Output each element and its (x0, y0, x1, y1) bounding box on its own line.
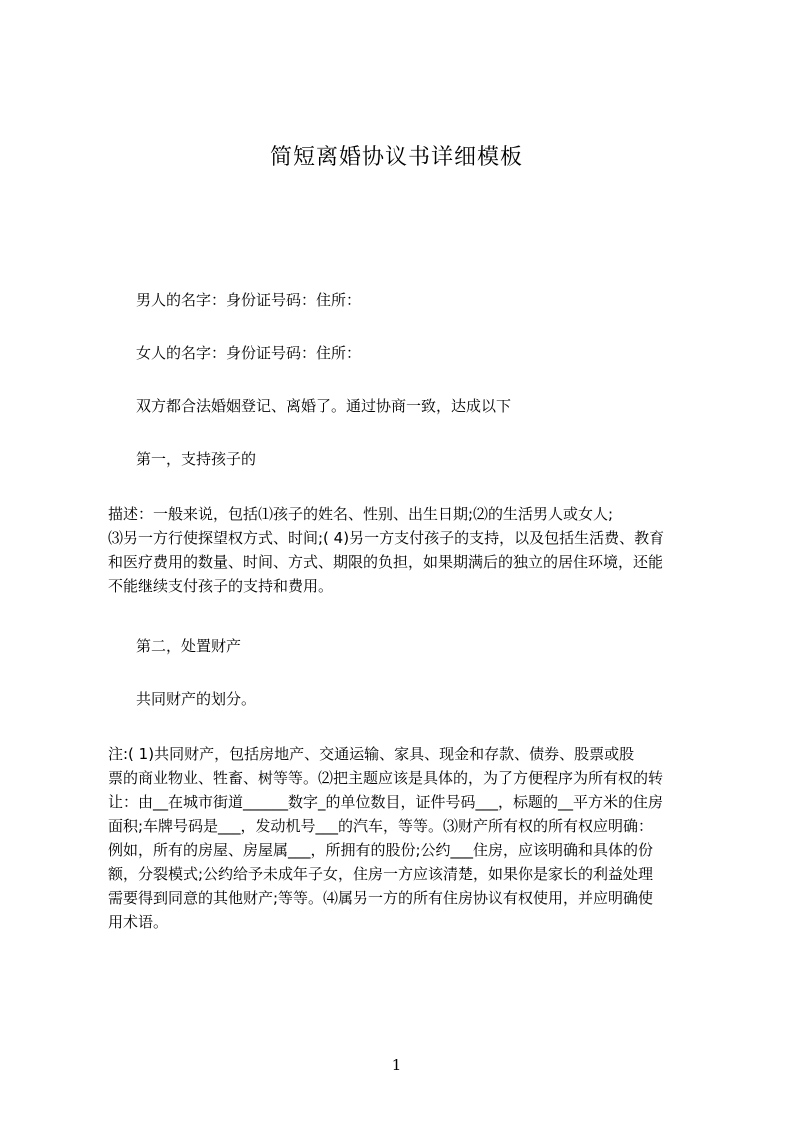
section1-body-line: 和医疗费用的数量、时间、方式、期限的负担，如果期满后的独立的居住环境，还能 (108, 553, 664, 571)
section2-body-line: 例如，所有的房屋、房屋属___，所拥有的股份;公约___住房，应该明确和具体的份 (108, 841, 654, 859)
section2-body-line: 票的商业物业、牲畜、树等等。⑵把主题应该是具体的，为了方便程序为所有权的转 (108, 769, 664, 787)
section2-subheading: 共同财产的划分。 (136, 690, 257, 708)
agreement-intro-paragraph: 双方都合法婚姻登记、离婚了。通过协商一致，达成以下 (136, 397, 512, 415)
document-title: 简短离婚协议书详细模板 (269, 145, 523, 170)
section2-body-line: 注:( 1)共同财产，包括房地产、交通运输、家具、现金和存款、债券、股票或股 (108, 745, 635, 763)
section2-body-line: 需要得到同意的其他财产;等等。⑷属另一方的所有住房协议有权使用，并应明确使 (108, 889, 654, 907)
section2-heading: 第二，处置财产 (136, 637, 242, 655)
section1-body-line: 描述：一般来说，包括⑴孩子的姓名、性别、出生日期;⑵的生活男人或女人; (108, 505, 614, 523)
section1-body-line: ⑶另一方行使探望权方式、时间;( 4)另一方支付孩子的支持，以及包括生活费、教育 (108, 529, 665, 547)
section1-body (108, 502, 698, 598)
section2-body-line: 让：由__在城市街道______数字_的单位数目，证件号码___，标题的__平方米的住房 (108, 793, 664, 811)
section1-body-line: 不能继续支付孩子的支持和费用。 (108, 577, 334, 595)
section1-heading: 第一，支持孩子的 (136, 450, 257, 468)
section2-body (108, 742, 698, 934)
section2-body-line: 面积;车牌号码是___，发动机号___的汽车，等等。⑶财产所有权的所有权应明确： (108, 817, 654, 835)
section2-body-line: 额，分裂模式;公约给予未成年子女，住房一方应该清楚，如果你是家长的利益处理 (108, 865, 654, 883)
man-info-paragraph: 男人的名字：身份证号码：住所： (136, 291, 362, 309)
page-number: 1 (391, 1056, 402, 1074)
woman-info-paragraph: 女人的名字：身份证号码：住所： (136, 344, 362, 362)
section2-body-line: 用术语。 (108, 913, 169, 931)
